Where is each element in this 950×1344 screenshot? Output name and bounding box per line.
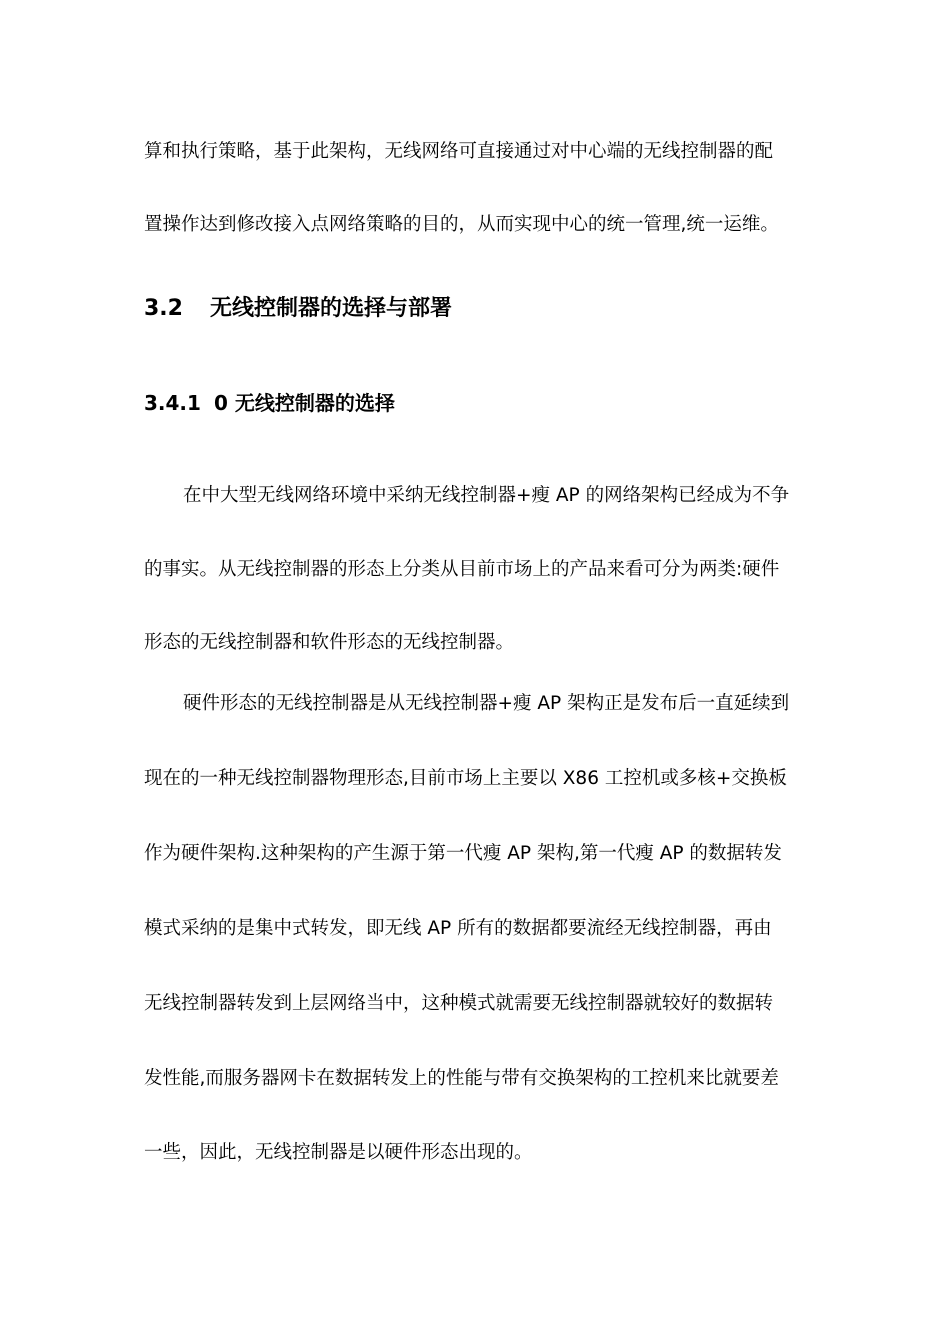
subsection-title: 0 无线控制器的选择 bbox=[214, 391, 395, 415]
paragraph-line: 作为硬件架构.这种架构的产生源于第一代瘦 AP 架构,第一代瘦 AP 的数据转发 bbox=[144, 843, 782, 864]
paragraph-line: 形态的无线控制器和软件形态的无线控制器。 bbox=[144, 632, 515, 653]
paragraph-line: 发性能,而服务器网卡在数据转发上的性能与带有交换架构的工控机来比就要差 bbox=[144, 1068, 779, 1089]
paragraph-line: 在中大型无线网络环境中采纳无线控制器+瘦 AP 的网络架构已经成为不争 bbox=[183, 485, 790, 506]
paragraph-line: 现在的一种无线控制器物理形态,目前市场上主要以 X86 工控机或多核+交换板 bbox=[144, 768, 787, 789]
section-heading bbox=[144, 295, 452, 323]
section-title: 无线控制器的选择与部署 bbox=[210, 296, 453, 321]
section-number: 3.2 bbox=[144, 296, 183, 321]
paragraph-line: 硬件形态的无线控制器是从无线控制器+瘦 AP 架构正是发布后一直延续到 bbox=[183, 693, 790, 714]
subsection-number: 3.4.1 bbox=[144, 391, 201, 415]
paragraph-line: 无线控制器转发到上层网络当中，这种模式就需要无线控制器就较好的数据转 bbox=[144, 993, 774, 1014]
intro-line: 置操作达到修改接入点网络策略的目的，从而实现中心的统一管理,统一运维。 bbox=[144, 214, 779, 235]
intro-line: 算和执行策略，基于此架构，无线网络可直接通过对中心端的无线控制器的配 bbox=[144, 141, 774, 162]
subsection-heading bbox=[144, 390, 395, 416]
paragraph-line: 模式采纳的是集中式转发，即无线 AP 所有的数据都要流经无线控制器，再由 bbox=[144, 918, 772, 939]
paragraph-line: 的事实。从无线控制器的形态上分类从目前市场上的产品来看可分为两类:硬件 bbox=[144, 559, 780, 580]
paragraph-line: 一些，因此，无线控制器是以硬件形态出现的。 bbox=[144, 1142, 533, 1163]
